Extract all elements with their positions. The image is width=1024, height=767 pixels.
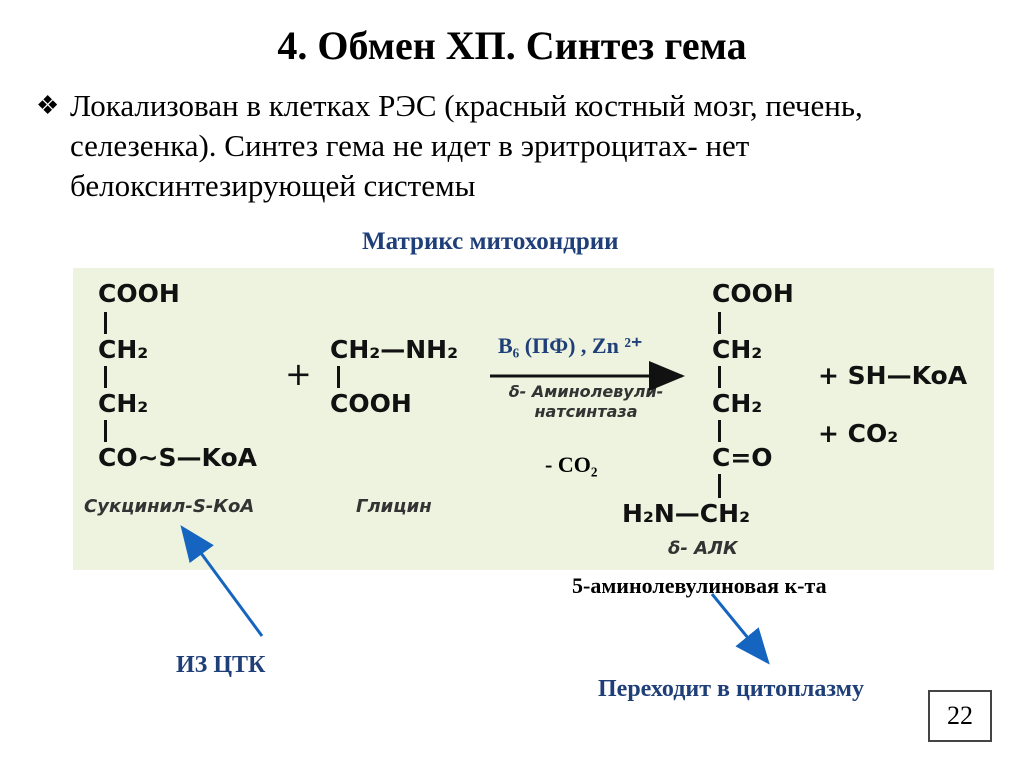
bullet-text: Локализован в клетках РЭС (красный костный мозг, печень, селезенка). Синтез гема не идет в эритроцитах- нет белоксинтезирующей системы bbox=[70, 88, 863, 203]
product-ch2-a: CH₂ bbox=[712, 335, 763, 364]
succinyl-ch2-b: CH₂ bbox=[98, 389, 149, 418]
destination-arrow bbox=[712, 594, 766, 660]
co2-loss: - CO₂ bbox=[545, 452, 598, 477]
product-h2n-ch2: H₂N—CH₂ bbox=[622, 499, 751, 528]
diamond-bullet-icon: ❖ bbox=[36, 91, 60, 120]
product-keto: C=O bbox=[712, 443, 773, 472]
origin-arrow bbox=[184, 530, 262, 636]
origin-label: ИЗ ЦТК bbox=[176, 652, 266, 678]
page-number: 22 bbox=[928, 690, 992, 742]
enzyme-line-1: δ- Аминолевули- bbox=[508, 382, 664, 401]
destination-label: Переходит в цитоплазму bbox=[598, 676, 865, 702]
product-name: δ- АЛК bbox=[668, 538, 738, 559]
glycine-ch2-nh2: CH₂—NH₂ bbox=[330, 335, 459, 364]
enzyme-line-2: натсинтаза bbox=[534, 402, 638, 421]
product-full-name: 5-аминолевулиновая к-та bbox=[572, 573, 827, 598]
cofactors: B₆ (ПФ) , Zn ²⁺ bbox=[498, 333, 643, 358]
product-ch2-b: CH₂ bbox=[712, 389, 763, 418]
glycine-name: Глицин bbox=[356, 496, 432, 517]
plus-sign: + bbox=[285, 355, 312, 393]
byproduct-shkoa: + SH—KoA bbox=[818, 361, 968, 390]
succinyl-cooh: COOH bbox=[98, 279, 180, 308]
succinyl-ch2-a: CH₂ bbox=[98, 335, 149, 364]
product-cooh: COOH bbox=[712, 279, 794, 308]
page-title: 4. Обмен ХП. Синтез гема bbox=[277, 23, 747, 68]
succinyl-coskoa: CO∼S—KoA bbox=[98, 443, 258, 472]
section-label: Матрикс митохондрии bbox=[362, 228, 619, 255]
succinyl-name: Сукцинил-S-КоА bbox=[84, 496, 255, 517]
byproduct-co2: + CO₂ bbox=[818, 419, 899, 448]
glycine-cooh: COOH bbox=[330, 389, 412, 418]
